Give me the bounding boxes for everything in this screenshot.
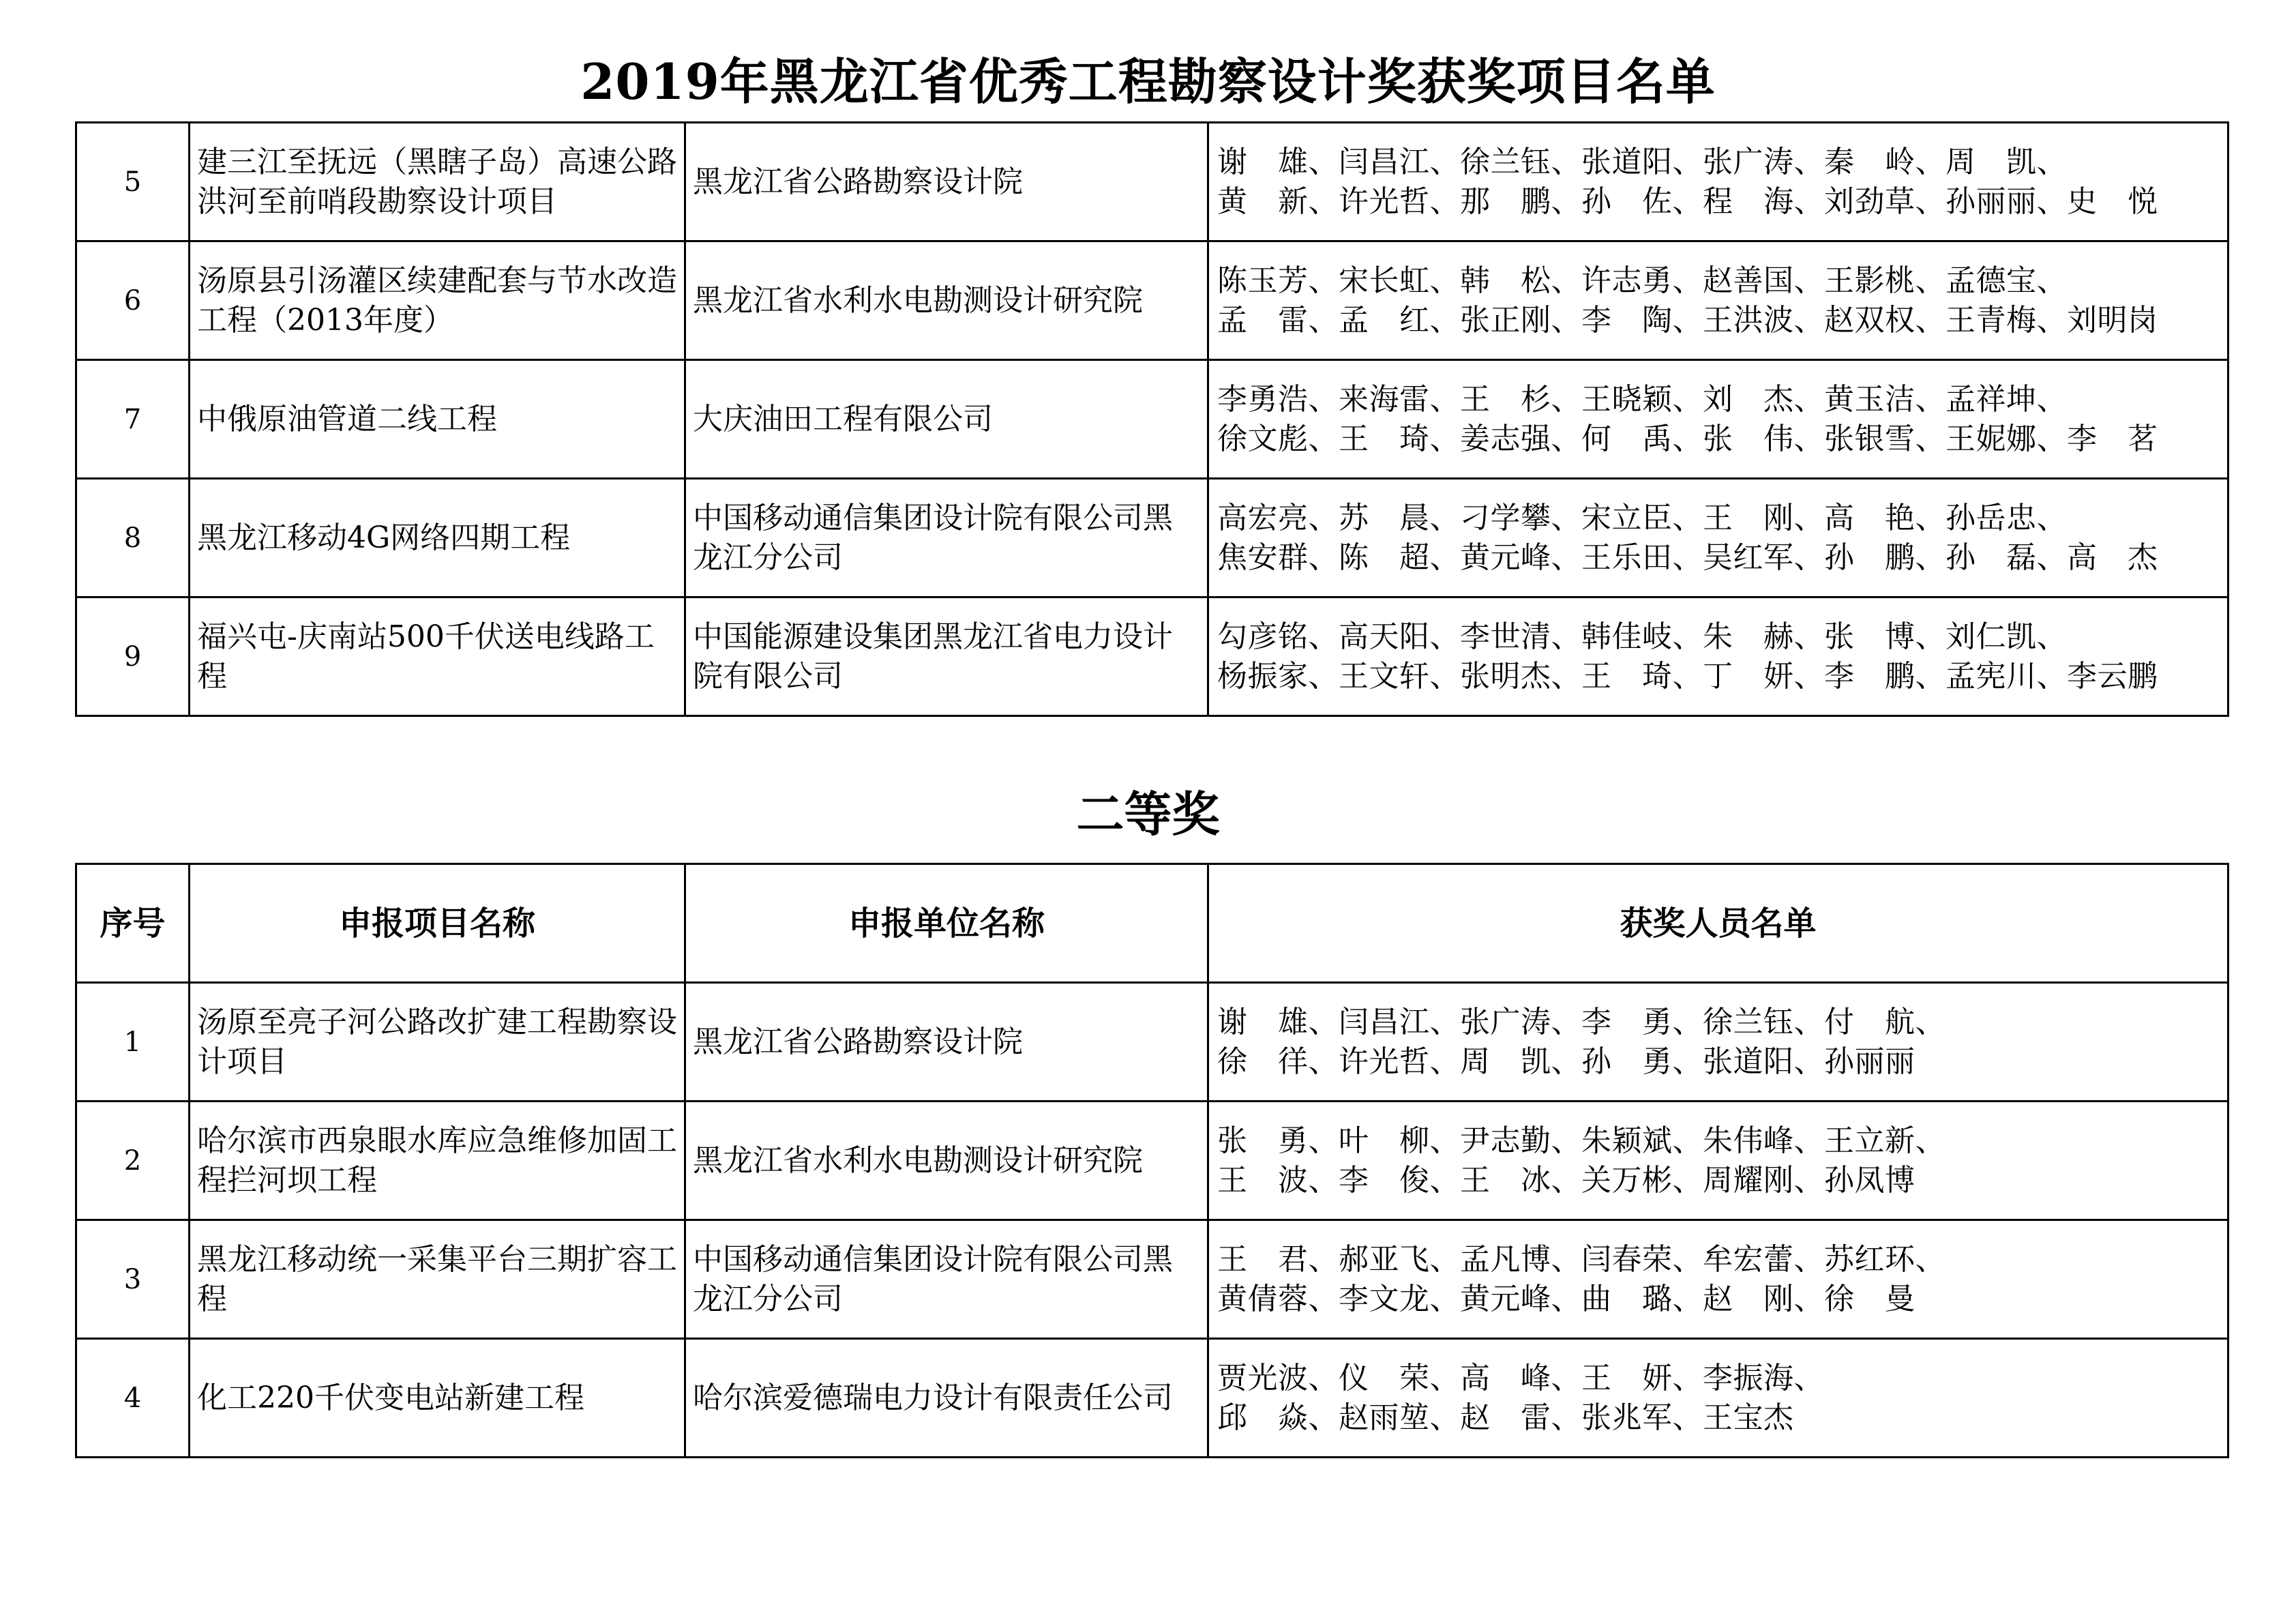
table-row [76, 597, 2228, 716]
row-number: 1 [76, 983, 190, 1102]
table-row [76, 1220, 2228, 1339]
award-table-second-prize [75, 863, 2229, 1458]
row-number: 5 [76, 123, 190, 241]
winners-list [1208, 1102, 2228, 1220]
winners-line: 焦安群、陈 超、黄元峰、王乐田、吴红军、孙 鹏、孙 磊、高 杰 [1217, 540, 2158, 575]
project-name: 汤原县引汤灌区续建配套与节水改造工程（2013年度） [190, 241, 685, 360]
row-number: 4 [76, 1339, 190, 1458]
row-number: 9 [76, 597, 190, 716]
project-name: 哈尔滨市西泉眼水库应急维修加固工程拦河坝工程 [190, 1102, 685, 1220]
winners-line: 贾光波、仪 荣、高 峰、王 妍、李振海、 [1217, 1360, 1824, 1396]
winners-line: 黄倩蓉、李文龙、黄元峰、曲 璐、赵 刚、徐 曼 [1217, 1281, 1915, 1316]
winners-line: 邱 焱、赵雨堃、赵 雷、张兆军、王宝杰 [1217, 1400, 1794, 1435]
winners-list [1208, 1220, 2228, 1339]
winners-line: 孟 雷、孟 红、张正刚、李 陶、王洪波、赵双权、王青梅、刘明岗 [1217, 302, 2158, 338]
winners-list [1208, 360, 2228, 479]
award-table-first [75, 121, 2229, 717]
winners-list [1208, 983, 2228, 1102]
winners-line: 张 勇、叶 柳、尹志勤、朱颖斌、朱伟峰、王立新、 [1217, 1123, 1945, 1158]
winners-list [1208, 123, 2228, 241]
table-row [76, 1339, 2228, 1458]
winners-line: 杨振家、王文轩、张明杰、王 琦、丁 妍、李 鹏、孟宪川、李云鹏 [1217, 658, 2158, 694]
unit-name: 黑龙江省公路勘察设计院 [685, 123, 1208, 241]
project-name: 黑龙江移动4G网络四期工程 [190, 479, 685, 597]
unit-name: 中国移动通信集团设计院有限公司黑龙江分公司 [685, 1220, 1208, 1339]
table-row [76, 241, 2228, 360]
unit-name: 中国能源建设集团黑龙江省电力设计院有限公司 [685, 597, 1208, 716]
table-row [76, 479, 2228, 597]
header-winners: 获奖人员名单 [1208, 864, 2228, 983]
table-row [76, 360, 2228, 479]
unit-name: 黑龙江省水利水电勘测设计研究院 [685, 1102, 1208, 1220]
table-row [76, 123, 2228, 241]
row-number: 8 [76, 479, 190, 597]
winners-list [1208, 241, 2228, 360]
winners-line: 徐文彪、王 琦、姜志强、何 禹、张 伟、张银雪、王妮娜、李 茗 [1217, 421, 2158, 456]
winners-list [1208, 479, 2228, 597]
section-title-second-prize: 二等奖 [1076, 786, 1220, 842]
winners-line: 高宏亮、苏 晨、刁学攀、宋立臣、王 刚、高 艳、孙岳忠、 [1217, 500, 2067, 535]
project-name: 汤原至亮子河公路改扩建工程勘察设计项目 [190, 983, 685, 1102]
table-row [76, 983, 2228, 1102]
project-name: 建三江至抚远（黑瞎子岛）高速公路洪河至前哨段勘察设计项目 [190, 123, 685, 241]
project-name: 中俄原油管道二线工程 [190, 360, 685, 479]
winners-list [1208, 1339, 2228, 1458]
row-number: 2 [76, 1102, 190, 1220]
table-header-row [76, 864, 2228, 983]
header-project: 申报项目名称 [190, 864, 685, 983]
winners-line: 徐 徉、许光哲、周 凯、孙 勇、张道阳、孙丽丽 [1217, 1044, 1915, 1079]
unit-name: 哈尔滨爱德瑞电力设计有限责任公司 [685, 1339, 1208, 1458]
winners-line: 谢 雄、闫昌江、徐兰钰、张道阳、张广涛、秦 岭、周 凯、 [1217, 144, 2067, 179]
unit-name: 黑龙江省公路勘察设计院 [685, 983, 1208, 1102]
project-name: 化工220千伏变电站新建工程 [190, 1339, 685, 1458]
project-name: 福兴屯-庆南站500千伏送电线路工程 [190, 597, 685, 716]
row-number: 6 [76, 241, 190, 360]
header-unit: 申报单位名称 [685, 864, 1208, 983]
winners-line: 谢 雄、闫昌江、张广涛、李 勇、徐兰钰、付 航、 [1217, 1004, 1945, 1039]
unit-name: 大庆油田工程有限公司 [685, 360, 1208, 479]
winners-line: 王 波、李 俊、王 冰、关万彬、周耀刚、孙凤博 [1217, 1162, 1915, 1198]
header-number: 序号 [76, 864, 190, 983]
project-name: 黑龙江移动统一采集平台三期扩容工程 [190, 1220, 685, 1339]
unit-name: 黑龙江省水利水电勘测设计研究院 [685, 241, 1208, 360]
winners-line: 王 君、郝亚飞、孟凡博、闫春荣、牟宏蕾、苏红环、 [1217, 1241, 1945, 1277]
winners-line: 黄 新、许光哲、那 鹏、孙 佐、程 海、刘劲草、孙丽丽、史 悦 [1217, 183, 2158, 219]
table-row [76, 1102, 2228, 1220]
unit-name: 中国移动通信集团设计院有限公司黑龙江分公司 [685, 479, 1208, 597]
row-number: 3 [76, 1220, 190, 1339]
winners-line: 李勇浩、来海雷、王 杉、王晓颖、刘 杰、黄玉洁、孟祥坤、 [1217, 381, 2067, 417]
winners-line: 勾彦铭、高天阳、李世清、韩佳岐、朱 赫、张 博、刘仁凯、 [1217, 619, 2067, 654]
page-title: 2019年黑龙江省优秀工程勘察设计奖获奖项目名单 [580, 53, 1716, 110]
winners-list [1208, 597, 2228, 716]
winners-line: 陈玉芳、宋长虹、韩 松、许志勇、赵善国、王影桃、孟德宝、 [1217, 263, 2067, 298]
row-number: 7 [76, 360, 190, 479]
